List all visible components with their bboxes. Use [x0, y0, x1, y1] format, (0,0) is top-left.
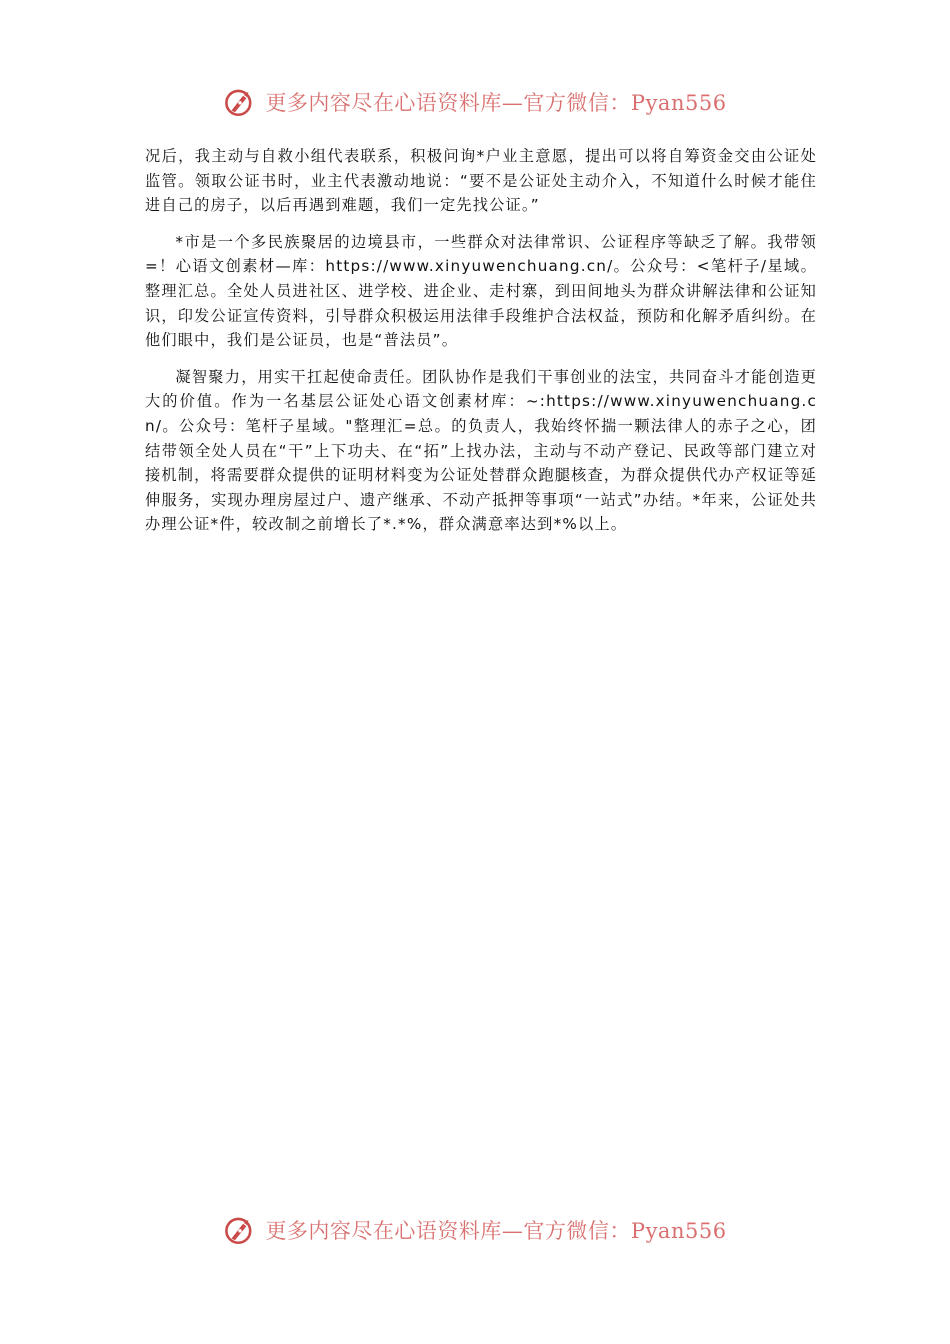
header-watermark-banner — [0, 82, 950, 122]
paragraph-1: 况后，我主动与自救小组代表联系，积极问询*户业主意愿，提出可以将自筹资金交由公证处监管。领取公证书时，业主代表激动地说：“要不是公证处主动介入，不知道什么时候才能住进自己的房子，以后再遇到难题，我们一定先找公证。” — [145, 147, 817, 215]
paragraph-2: *市是一个多民族聚居的边境县市，一些群众对法律常识、公证程序等缺乏了解。我带领=！心语文创素材—库：https://www.xinyuwenchuang.cn/。公众号：<笔杆子/星域。整理汇总。全处人员进社区、进学校、进企业、走村寨，到田间地头为群众讲解法律和公证知识，印发公证宣传资料，引导群众积极运用法律手段维护合法权益，预防和化解矛盾纠纷。在他们眼中，我们是公证员，也是“普法员”。 — [145, 232, 817, 350]
pen-nib-circle-logo-icon — [223, 85, 257, 119]
document-body — [145, 144, 817, 549]
paragraph-3: 凝智聚力，用实干扛起使命责任。团队协作是我们干事创业的法宝，共同奋斗才能创造更大的价值。作为一名基层公证处心语文创素材库：~:https://www.xinyuwenchuang.cn/。公众号：笔杆子星域。"整理汇=总。的负责人，我始终怀揣一颗法律人的赤子之心，团结带领全处人员在“干”上下功夫、在“拓”上找办法，主动与不动产登记、民政等部门建立对接机制，将需要群众提供的证明材料变为公证处替群众跑腿核查，为群众提供代办产权证等延伸服务，实现办理房屋过户、遗产继承、不动产抵押等事项“一站式”办结。*年来，公证处共办理公证*件，较改制之前增长了*.*%，群众满意率达到*%以上。 — [145, 367, 817, 534]
pen-nib-circle-logo-icon — [223, 1213, 257, 1247]
footer-watermark-banner — [0, 1210, 950, 1250]
header-watermark-text: 更多内容尽在心语资料库—官方微信：Pyan556 — [265, 91, 727, 115]
footer-watermark-text: 更多内容尽在心语资料库—官方微信：Pyan556 — [265, 1219, 727, 1243]
